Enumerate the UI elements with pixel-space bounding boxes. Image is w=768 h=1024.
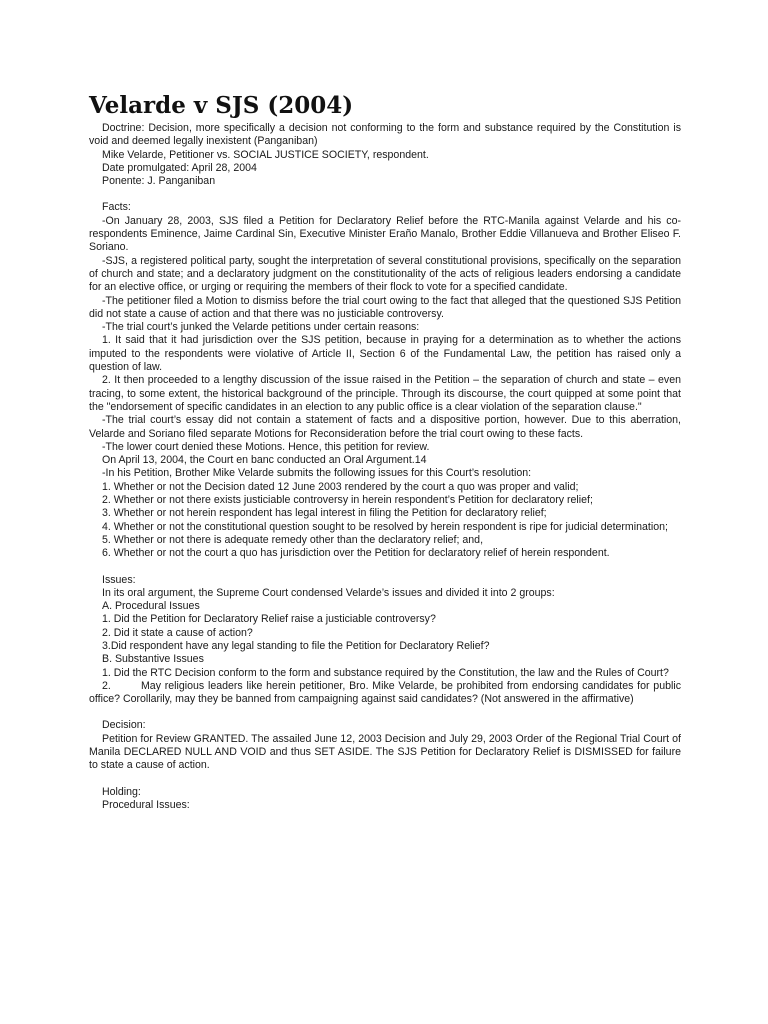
facts-paragraph: 6. Whether or not the court a quo has jurisdiction over the Petition for declaratory relief of herein respondent. (102, 547, 610, 560)
facts-section (89, 201, 681, 560)
holding-heading: Holding: (102, 785, 141, 798)
spacer (89, 706, 681, 719)
holding-section (89, 786, 681, 813)
issues-paragraph: 2. Did it state a cause of action? (102, 626, 253, 639)
facts-paragraph: 1. Whether or not the Decision dated 12 June 2003 rendered by the court a quo was proper and valid; (102, 480, 579, 493)
issues-paragraph: In its oral argument, the Supreme Court condensed Velarde’s issues and divided it into 2 groups: (102, 586, 555, 599)
issues-paragraph: B. Substantive Issues (102, 653, 204, 666)
facts-paragraph: 2. It then proceeded to a lengthy discussion of the issue raised in the Petition – the separation of church and state – even tracing, to some extent, the historical background of the principle. Through its discourse, the court quipped at some point that the "endorsement of specific candidates in an election to any public office is a clear violation of the separation clause." (89, 374, 681, 413)
doctrine-paragraph: Doctrine: Decision, more specifically a decision not conforming to the form and substance required by the Constitution is void and deemed legally inexistent (Panganiban) (89, 122, 681, 148)
issues-paragraph: 1. Did the Petition for Declaratory Relief raise a justiciable controversy? (102, 613, 436, 626)
facts-paragraph: -The trial court’s essay did not contain a statement of facts and a dispositive portion, however. Due to this aberration, Velarde and Soriano filed separate Motions for Reconsideration before the trial court owing to these facts. (89, 414, 681, 440)
ponente-line: Ponente: J. Panganiban (102, 175, 216, 188)
facts-paragraph: -SJS, a registered political party, sought the interpretation of several constitutional provisions, specifically on the separation of church and state; and a declaratory judgment on the constitutionality of the acts of religious leaders endorsing a candidate for an elective office, or urging or requiring the members of their flock to vote for a specified candidate. (89, 254, 681, 294)
facts-paragraph: 5. Whether or not there is adequate remedy other than the declaratory relief; and, (102, 533, 484, 546)
spacer (89, 561, 681, 574)
issues-paragraph: A. Procedural Issues (102, 600, 200, 613)
facts-paragraph: -The lower court denied these Motions. Hence, this petition for review. (102, 440, 430, 453)
intro-section (89, 122, 681, 188)
issues-heading: Issues: (102, 573, 136, 586)
spacer (89, 773, 681, 786)
issues-paragraph: 2. May religious leaders like herein petitioner, Bro. Mike Velarde, be prohibited from endorsing candidates for public office? Corollarily, may they be banned from campaigning against said candidates? (Not answered in the affirmative) (89, 679, 684, 706)
facts-paragraph: -The trial court’s junked the Velarde petitions under certain reasons: (102, 321, 420, 334)
decision-section (89, 719, 681, 772)
facts-paragraph: -The petitioner filed a Motion to dismiss before the trial court owing to the fact that alleged that the questioned SJS Petition did not state a cause of action and that there was no justiciable controversy. (89, 294, 681, 320)
parties-line: Mike Velarde, Petitioner vs. SOCIAL JUSTICE SOCIETY, respondent. (102, 148, 429, 161)
facts-paragraph: On April 13, 2004, the Court en banc conducted an Oral Argument.14 (102, 454, 427, 467)
facts-paragraph: 2. Whether or not there exists justiciable controversy in herein respondent’s Petition for declaratory relief; (102, 494, 593, 507)
decision-paragraph: Petition for Review GRANTED. The assailed June 12, 2003 Decision and July 29, 2003 Order of the Regional Trial Court of Manila DECLARED NULL AND VOID and thus SET ASIDE. The SJS Petition for Declaratory Relief is DISMISSED for failure to state a cause of action. (89, 732, 681, 772)
issues-paragraph: 1. Did the RTC Decision conform to the form and substance required by the Constitution, the law and the Rules of Court? (102, 666, 669, 679)
document-page (89, 92, 684, 812)
facts-paragraph: -On January 28, 2003, SJS filed a Petition for Declaratory Relief before the RTC-Manila against Velarde and his co-respondents Eminence, Jaime Cardinal Sin, Executive Minister Eraño Manalo, Brother Eddie Villanueva and Brother Eliseo F. Soriano. (89, 214, 681, 254)
spacer (89, 188, 681, 201)
document-title: Velarde v SJS (2004) (89, 92, 354, 119)
holding-paragraph: Procedural Issues: (102, 798, 190, 811)
issues-section (89, 573, 684, 707)
facts-heading: Facts: (102, 201, 131, 214)
facts-paragraph: 4. Whether or not the constitutional question sought to be resolved by herein respondent is ripe for judicial determination; (102, 520, 668, 533)
issues-paragraph: 3.Did respondent have any legal standing to file the Petition for Declaratory Relief? (102, 639, 490, 652)
decision-heading: Decision: (102, 719, 146, 732)
date-line: Date promulgated: April 28, 2004 (102, 161, 257, 174)
facts-paragraph: -In his Petition, Brother Mike Velarde submits the following issues for this Court’s resolution: (102, 467, 532, 480)
facts-paragraph: 1. It said that it had jurisdiction over the SJS petition, because in praying for a determination as to whether the actions imputed to the respondents were violative of Article II, Section 6 of the Fundamental Law, the petition has raised only a question of law. (89, 334, 681, 374)
facts-paragraph: 3. Whether or not herein respondent has legal interest in filing the Petition for declaratory relief; (102, 507, 547, 520)
